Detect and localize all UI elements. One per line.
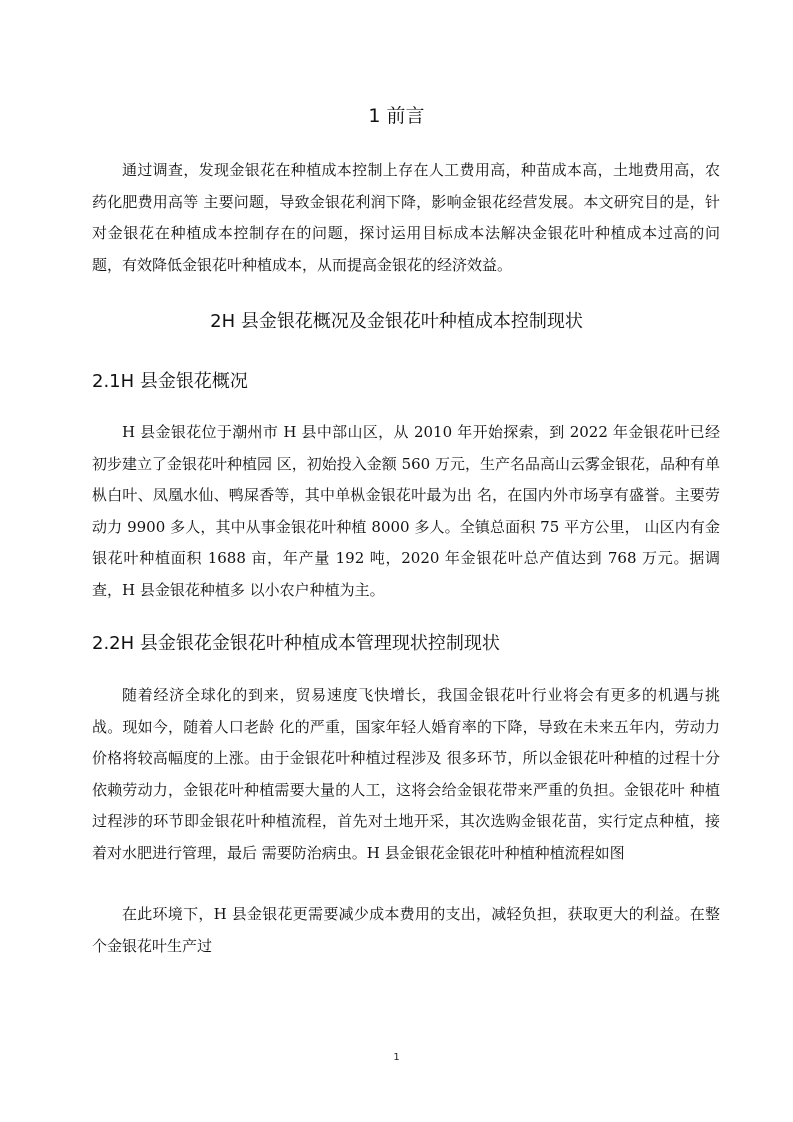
paragraph-section-2-2-b: 在此环境下，H 县金银花更需要减少成本费用的支出，减轻负担，获取更大的利益。在整个金银花叶生产过	[92, 905, 720, 955]
heading-chapter-2: 2H 县金银花概况及金银花叶种植成本控制现状	[210, 311, 583, 332]
heading-section-2-2: 2.2H 县金银花金银花叶种植成本管理现状控制现状	[92, 633, 500, 654]
page-number: 1	[393, 1052, 400, 1063]
paragraph-section-2-2-a: 随着经济全球化的到来，贸易速度飞快增长，我国金银花叶行业将会有更多的机遇与挑战。现如今，随着人口老龄 化的严重，国家年轻人婚育率的下降，导致在未来五年内，劳动力价格将较高幅度的上涨。由于金银花叶种植过程涉及 很多环节，所以金银花叶种植的过程十分依赖劳动力，金银花叶种植需要大量的人工，这将会给金银花带来严重的负担。金银花叶 种植过程涉的环节即金银花叶种植流程，首先对土地开采，其次选购金银花苗，实行定点种植，接着对水肥进行管理，最后 需要防治病虫。H 县金银花金银花叶种植种植流程如图	[92, 686, 720, 862]
heading-section-2-1: 2.1H 县金银花概况	[92, 371, 248, 392]
heading-preface: 1 前言	[368, 105, 425, 127]
paragraph-preface: 通过调查，发现金银花在种植成本控制上存在人工费用高，种苗成本高，土地费用高，农药化肥费用高等 主要问题，导致金银花利润下降，影响金银花经营发展。本文研究目的是，针对金银花在种植成本控制存在的问题，探讨运用目标成本法解决金银花叶种植成本过高的问题，有效降低金银花叶种植成本，从而提高金银花的经济效益。	[92, 161, 720, 274]
paragraph-section-2-1: H 县金银花位于潮州市 H 县中部山区，从 2010 年开始探索，到 2022 年金银花叶已经初步建立了金银花叶种植园 区，初始投入金额 560 万元，生产名品高山云雾金银花，品种有单枞白叶、凤凰水仙、鸭屎香等，其中单枞金银花叶最为出 名，在国内外市场享有盛誉。主要劳动力 9900 多人，其中从事金银花叶种植 8000 多人。全镇总面积 75 平方公里， 山区内有金银花叶种植面积 1688 亩，年产量 192 吨，2020 年金银花叶总产值达到 768 万元。据调查，H 县金银花种植多 以小农户种植为主。	[92, 423, 720, 599]
